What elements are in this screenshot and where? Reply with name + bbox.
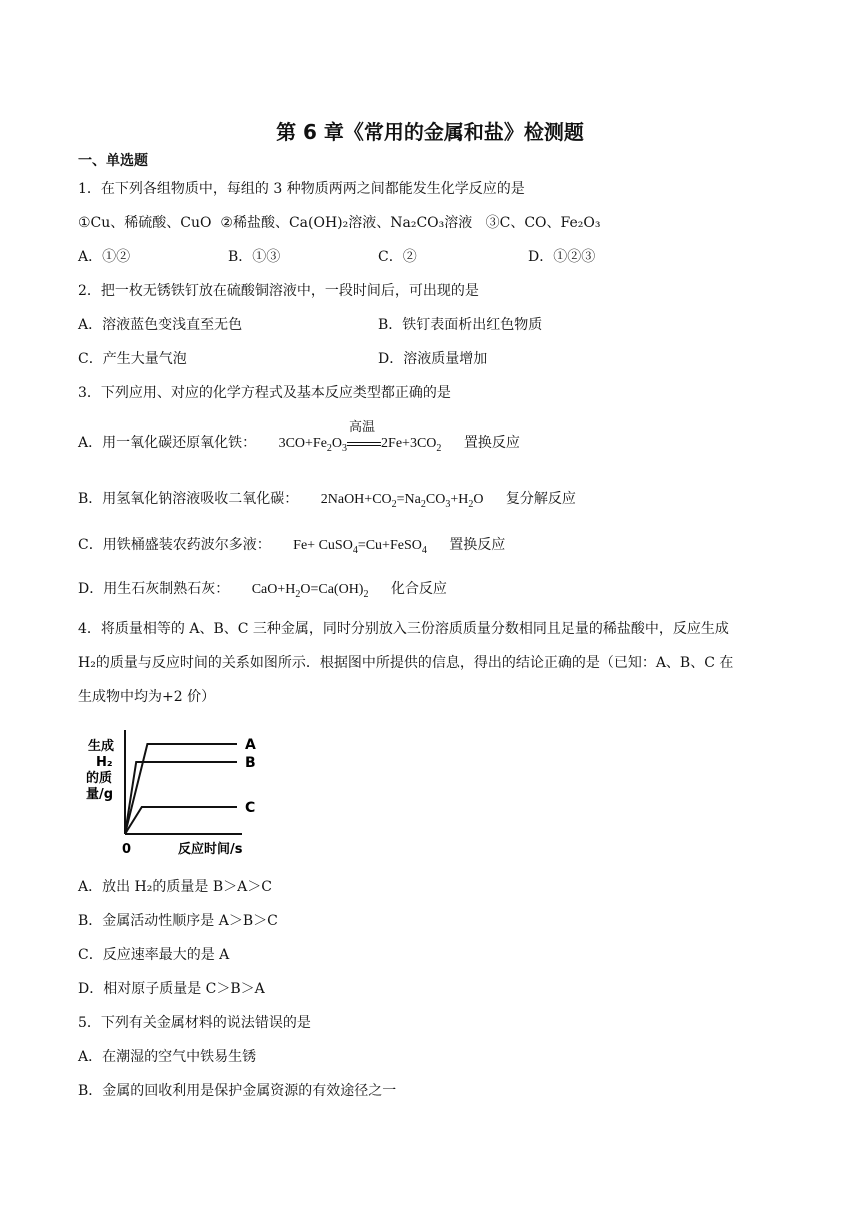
q5-option-b: B．金属的回收利用是保护金属资源的有效途径之一 [78, 1083, 397, 1099]
q3-option-a [78, 419, 520, 458]
series-line-a [125, 744, 237, 834]
q3-b-label: B．用氢氧化钠溶液吸收二氧化碳： [78, 491, 299, 507]
h2-mass-time-chart [82, 722, 272, 858]
page-title: 第 6 章《常用的金属和盐》检测题 [276, 120, 584, 144]
q3-option-d [78, 580, 447, 604]
q1-group-1: ①Cu、稀硫酸、CuO [78, 215, 212, 231]
series-line-b [125, 762, 237, 834]
origin-label: 0 [122, 842, 132, 857]
series-label-a: A [245, 737, 256, 753]
series-label-c: C [245, 800, 256, 816]
series-label-b: B [245, 755, 256, 771]
section-heading: 一、单选题 [78, 153, 148, 169]
q3-d-label: D．用生石灰制熟石灰： [78, 581, 230, 597]
q2-option-c: C．产生大量气泡 [78, 351, 187, 367]
q2-option-b: B．铁钉表面析出红色物质 [378, 317, 543, 333]
q3-d-equation: $CaO+H_2O=Ca(OH)_2$ [251, 582, 369, 600]
q1-option-b: B．①③ [228, 249, 281, 265]
q3-d-type: 化合反应 [390, 581, 447, 597]
q1-option-a: A．①② [78, 249, 131, 265]
q3-a-type: 置换反应 [463, 435, 520, 451]
q3-option-c [78, 536, 505, 560]
q4-option-c: C．反应速率最大的是 A [78, 947, 230, 963]
question-1-stem: 1．在下列各组物质中，每组的 3 种物质两两之间都能发生化学反应的是 [78, 181, 525, 197]
question-3-stem: 3．下列应用、对应的化学方程式及基本反应类型都正确的是 [78, 385, 451, 401]
q2-option-d: D．溶液质量增加 [378, 351, 488, 367]
series-line-c [125, 807, 237, 834]
x-axis-label: 反应时间/s [178, 842, 243, 857]
q3-a-equation: $3CO+Fe_2O_3$ 高温 $2Fe+3CO_2$ [278, 419, 442, 454]
q3-option-b [78, 490, 576, 514]
q1-group-2: ②稀盐酸、Ca(OH)₂溶液、Na₂CO₃溶液 [220, 215, 473, 231]
q3-b-type: 复分解反应 [505, 491, 576, 507]
q5-option-a: A．在潮湿的空气中铁易生锈 [78, 1049, 257, 1065]
question-4-stem-line-1: 4．将质量相等的 A、B、C 三种金属，同时分别放入三份溶质质量分数相同且足量的稀盐酸中，反应生成 [78, 621, 729, 637]
q3-c-type: 置换反应 [449, 537, 506, 553]
q3-c-equation: Fe+ CuSO$_4$=Cu+FeSO$_4$ [293, 538, 427, 556]
question-5-stem: 5．下列有关金属材料的说法错误的是 [78, 1015, 311, 1031]
question-4-stem-line-2: H₂的质量与反应时间的关系如图所示．根据图中所提供的信息，得出的结论正确的是（已知：A、B、C 在 [78, 655, 734, 671]
q1-group-3: ③C、CO、Fe₂O₃ [485, 215, 601, 231]
q3-a-label: A．用一氧化碳还原氧化铁： [78, 435, 257, 451]
question-2-stem: 2．把一枚无锈铁钉放在硫酸铜溶液中，一段时间后，可出现的是 [78, 283, 479, 299]
q4-option-b: B．金属活动性顺序是 A＞B＞C [78, 913, 278, 929]
q4-option-d: D．相对原子质量是 C＞B＞A [78, 981, 265, 997]
q1-option-d: D．①②③ [528, 249, 596, 265]
q3-b-equation: $2NaOH+CO_2=Na_2CO_3+H_2O$ [320, 492, 484, 510]
y-axis-label: 生成 H₂ 的质 量/g [86, 739, 115, 802]
q2-option-a: A．溶液蓝色变浅直至无色 [78, 317, 243, 333]
q1-option-c: C．② [378, 249, 417, 265]
q3-c-label: C．用铁桶盛装农药波尔多液： [78, 537, 271, 553]
q4-option-a: A．放出 H₂的质量是 B＞A＞C [78, 879, 272, 895]
q3-a-condition: 高温 [349, 419, 376, 434]
question-4-stem-line-3: 生成物中均为+2 价） [78, 689, 216, 705]
question-1-groups [78, 214, 600, 232]
